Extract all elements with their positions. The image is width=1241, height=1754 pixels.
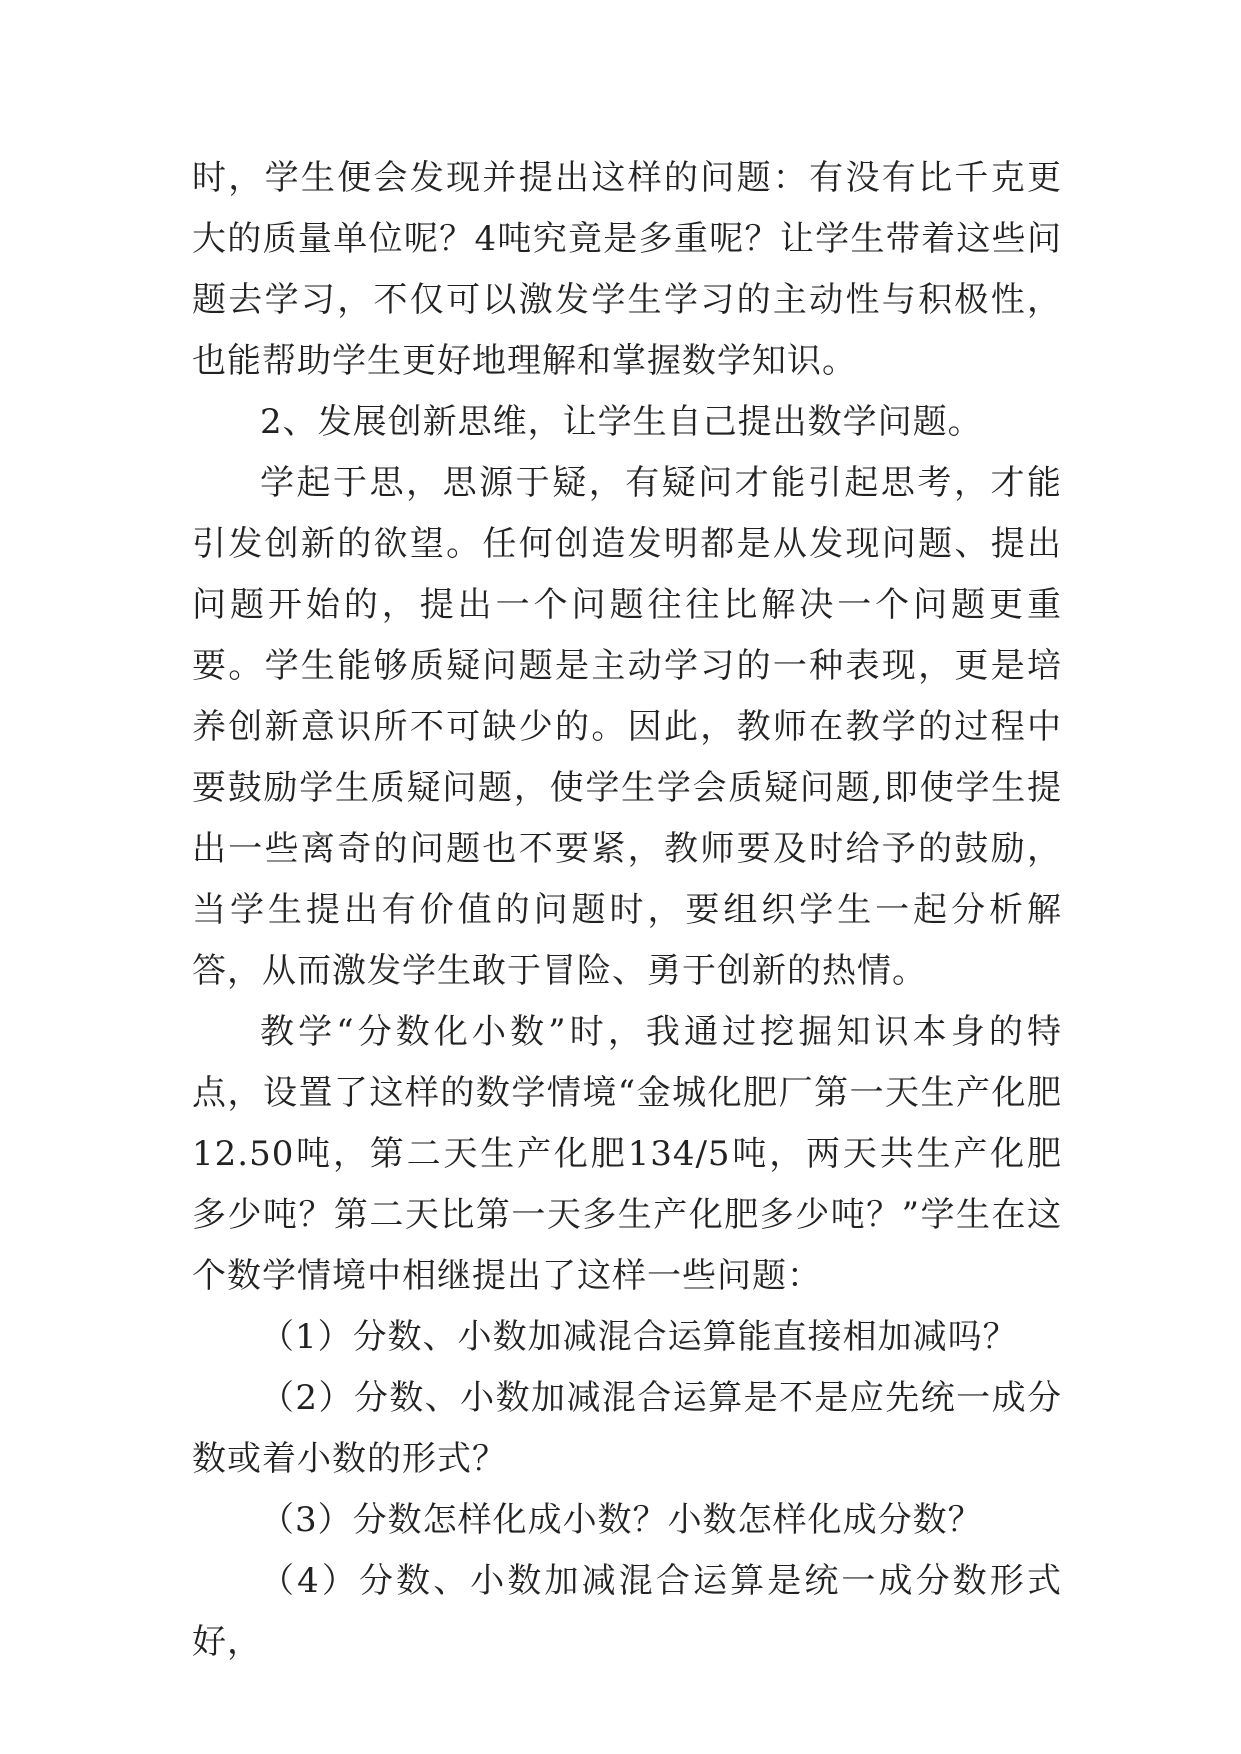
question-1: （1）分数、小数加减混合运算能直接相加减吗？ [260, 1317, 1018, 1357]
question-4: （4）分数、小数加减混合运算是统一成分数形式好， [192, 1561, 1062, 1662]
paragraph-2-heading: 2、发展创新思维，让学生自己提出数学问题。 [260, 402, 983, 442]
paragraph-3: 学起于思，思源于疑，有疑问才能引起思考，才能引发创新的欲望。任何创造发明都是从发现问题、提出问题开始的，提出一个问题往往比解决一个问题更重要。学生能够质疑问题是主动学习的一种表现，更是培养创新意识所不可缺少的。因此，教师在教学的过程中要鼓励学生质疑问题，使学生学会质疑问题,即使学生提出一些离奇的问题也不要紧，教师要及时给予的鼓励，当学生提出有价值的问题时，要组织学生一起分析解答，从而激发学生敢于冒险、勇于创新的热情。 [192, 463, 1062, 991]
body-text [192, 148, 1062, 1673]
paragraph-1-continued: 时，学生便会发现并提出这样的问题：有没有比千克更大的质量单位呢？4吨究竟是多重呢？让学生带着这些问题去学习，不仅可以激发学生学习的主动性与积极性，也能帮助学生更好地理解和掌握数学知识。 [192, 158, 1062, 381]
question-2: （2）分数、小数加减混合运算是不是应先统一成分数或着小数的形式？ [192, 1378, 1062, 1479]
paragraph-4: 教学“分数化小数”时，我通过挖掘知识本身的特点，设置了这样的数学情境“金城化肥厂第一天生产化肥12.50吨，第二天生产化肥134/5吨，两天共生产化肥多少吨？第二天比第一天多生产化肥多少吨？”学生在这个数学情境中相继提出了这样一些问题： [192, 1012, 1062, 1296]
question-3: （3）分数怎样化成小数？小数怎样化成分数？ [260, 1500, 983, 1540]
